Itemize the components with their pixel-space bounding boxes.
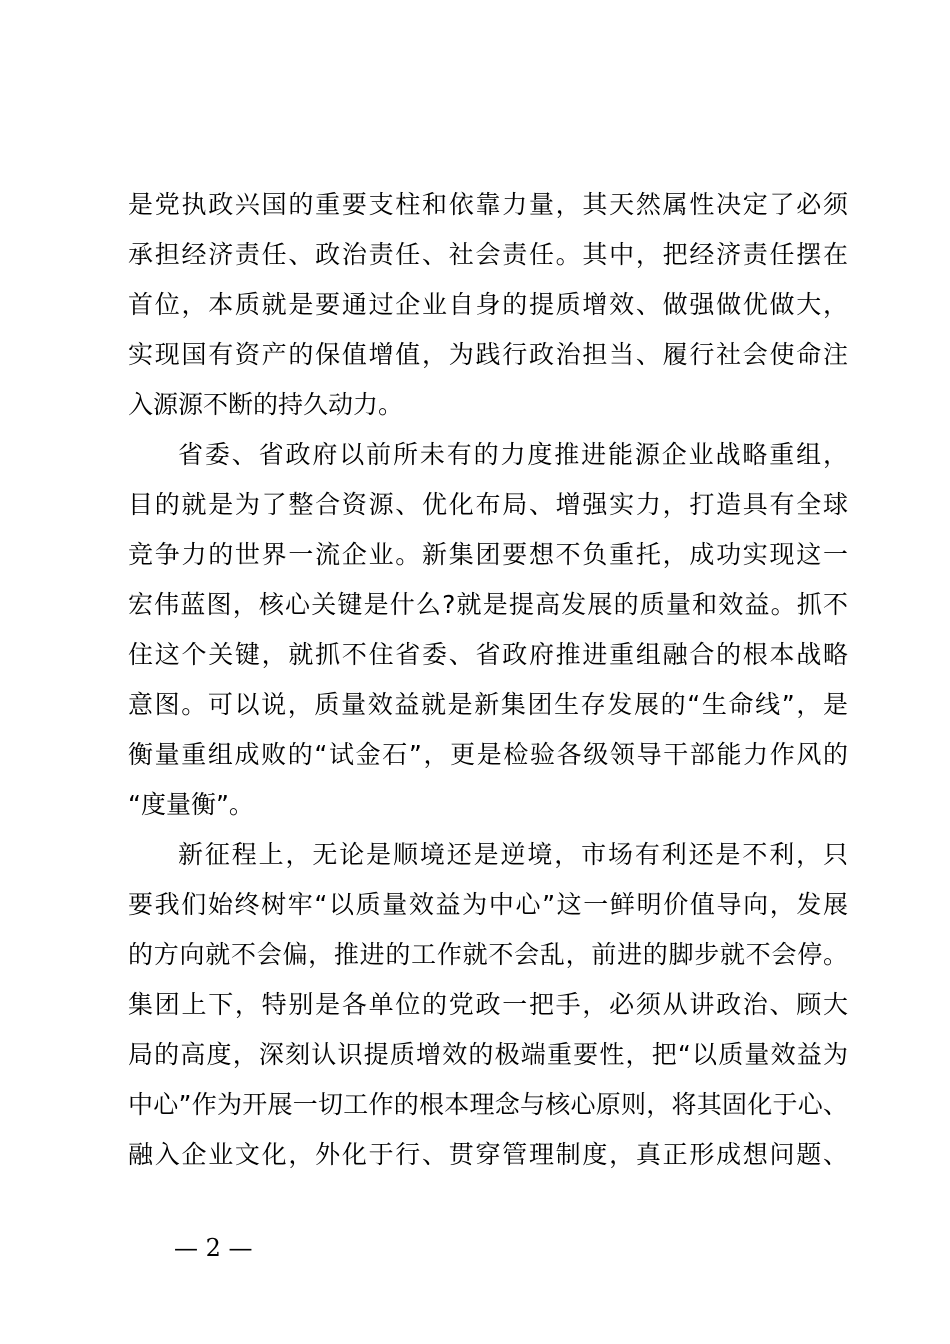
text-line: 省委、省政府以前所未有的力度推进能源企业战略重组， [178,440,848,469]
text-line: 意图。可以说，质量效益就是新集团生存发展的“生命线”，是 [128,690,848,719]
text-line: “度量衡”。 [128,790,254,819]
text-line: 集团上下，特别是各单位的党政一把手，必须从讲政治、顾大 [128,990,848,1019]
text-line: 新征程上，无论是顺境还是逆境，市场有利还是不利，只 [178,840,848,869]
text-line: 要我们始终树牢“以质量效益为中心”这一鲜明价值导向，发展 [128,890,848,919]
paragraph-1 [128,180,848,430]
text-line: 入源源不断的持久动力。 [128,390,404,419]
text-line: 局的高度，深刻认识提质增效的极端重要性，把“以质量效益为 [128,1040,848,1069]
text-line: 实现国有资产的保值增值，为践行政治担当、履行社会使命注 [128,340,848,369]
text-line: 衡量重组成败的“试金石”，更是检验各级领导干部能力作风的 [128,740,848,769]
text-line: 承担经济责任、政治责任、社会责任。其中，把经济责任摆在 [128,240,848,269]
text-line: 目的就是为了整合资源、优化布局、增强实力，打造具有全球 [128,490,848,519]
text-line: 中心”作为开展一切工作的根本理念与核心原则，将其固化于心、 [128,1090,848,1119]
text-line: 融入企业文化，外化于行、贯穿管理制度，真正形成想问题、 [128,1140,848,1169]
text-line: 是党执政兴国的重要支柱和依靠力量，其天然属性决定了必须 [128,190,848,219]
text-line: 竞争力的世界一流企业。新集团要想不负重托，成功实现这一 [128,540,848,569]
text-line: 的方向就不会偏，推进的工作就不会乱，前进的脚步就不会停。 [128,940,848,969]
paragraph-3 [128,830,848,1180]
text-line: 宏伟蓝图，核心关键是什么?就是提高发展的质量和效益。抓不 [128,590,848,619]
page-number: — 2 — [174,1234,253,1262]
body-text [128,180,848,1180]
text-line: 首位，本质就是要通过企业自身的提质增效、做强做优做大， [128,290,848,319]
text-line: 住这个关键，就抓不住省委、省政府推进重组融合的根本战略 [128,640,848,669]
paragraph-2 [128,430,848,830]
